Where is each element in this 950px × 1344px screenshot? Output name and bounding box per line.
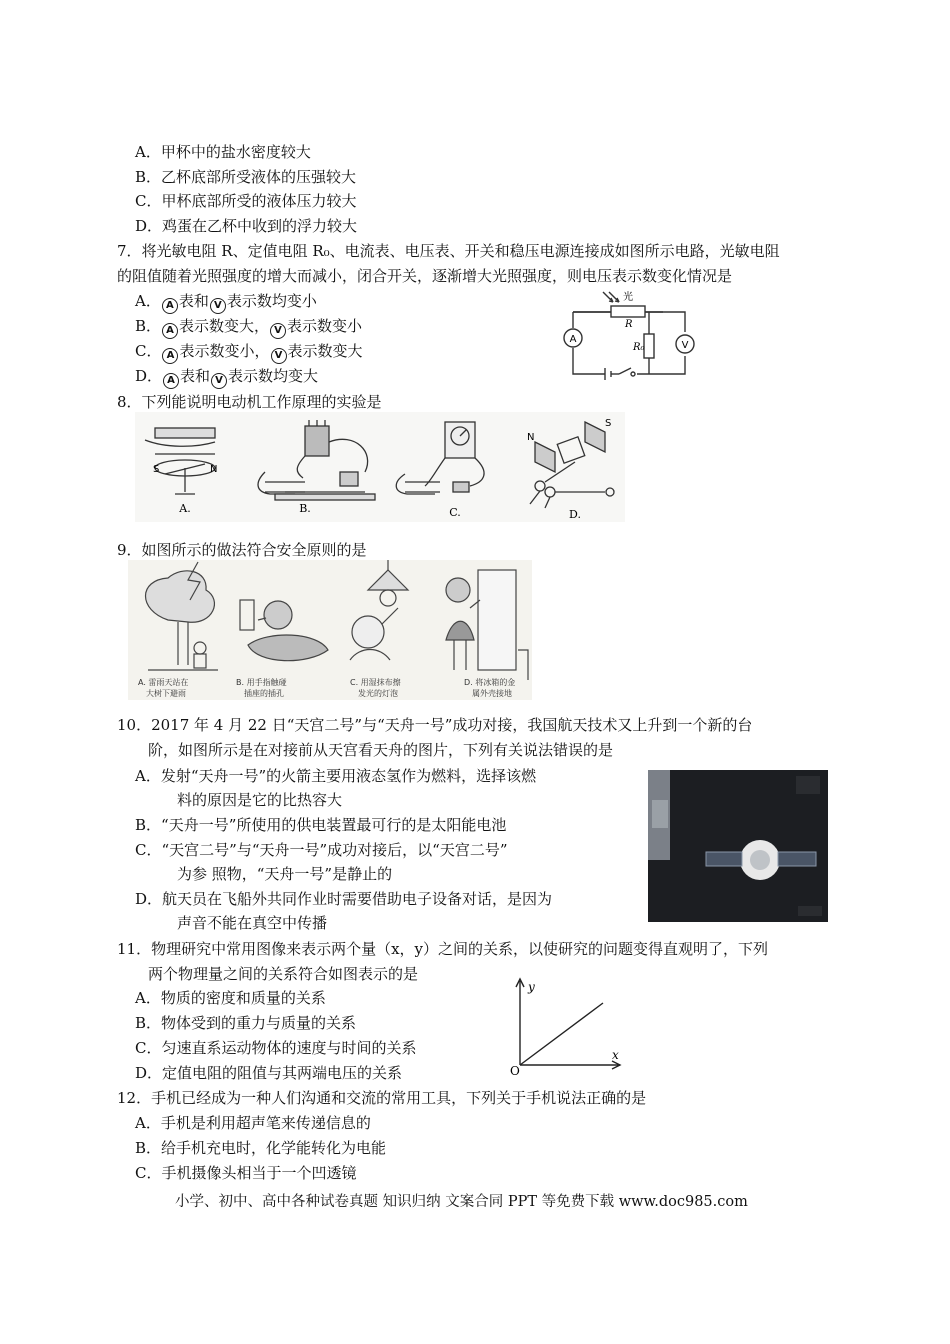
fig-label-a: A.: [179, 502, 191, 515]
fig-d-s: S: [605, 418, 612, 429]
q10-option-b: B．“天舟一号”所使用的供电装置最可行的是太阳能电池: [135, 816, 507, 834]
voltmeter-symbol: V: [271, 348, 287, 364]
q7-stem-line1: 7．将光敏电阻 R、定值电阻 R₀、电流表、电压表、开关和稳压电源连接成如图所示电路，光敏电阻: [117, 242, 780, 260]
light-label: 光: [623, 292, 633, 303]
q9-caption-c-1: C. 用湿抹布擦: [350, 678, 401, 687]
fig-label-d: D.: [569, 508, 581, 521]
safety-practices-figure: [128, 560, 532, 700]
fig-a-s: S: [153, 464, 160, 475]
q12-option-a: A．手机是利用超声笔来传递信息的: [135, 1114, 371, 1132]
q7-option-c: C． A 表示数变小， V 表示数变大: [135, 341, 363, 364]
q9-caption-d-2: 属外壳接地: [472, 689, 512, 698]
voltmeter-symbol: V: [210, 298, 226, 314]
spacecraft-photo: [648, 770, 828, 922]
q12-option-b: B．给手机充电时，化学能转化为电能: [135, 1139, 387, 1157]
q7-option-d: D． A 表和 V 表示数均变大: [135, 366, 318, 389]
fig-label-b: B.: [299, 502, 311, 515]
q12-stem: 12．手机已经成为一种人们沟通和交流的常用工具，下列关于手机说法正确的是: [117, 1089, 647, 1107]
q10-stem-line1: 10．2017 年 4 月 22 日“天宫二号”与“天舟一号”成功对接，我国航天技术又上升到一个新的台: [117, 716, 753, 734]
q9-caption-b-1: B. 用手指触碰: [236, 678, 287, 687]
voltmeter-label: V: [681, 340, 689, 351]
fig-label-c: C.: [449, 506, 461, 519]
q11-stem-line1: 11．物理研究中常用图像来表示两个量（x，y）之间的关系，以使研究的问题变得直观明了，下列: [117, 940, 769, 958]
r0-label: R₀: [633, 342, 645, 353]
linear-graph: [508, 975, 628, 1075]
q7-option-b: B． A 表示数变大， V 表示数变小: [135, 316, 362, 339]
ammeter-label: A: [569, 334, 577, 345]
page-footer: 小学、初中、高中各种试卷真题 知识归纳 文案合同 PPT 等免费下载 www.doc985.com: [175, 1194, 748, 1210]
q10-stem-line2: 阶，如图所示是在对接前从天宫看天舟的图片，下列有关说法错误的是: [148, 741, 614, 759]
graph-y-label: y: [528, 980, 535, 994]
q8-stem: 8．下列能说明电动机工作原理的实验是: [117, 393, 382, 411]
ammeter-symbol: A: [162, 323, 178, 339]
q10-option-a-2: 料的原因是它的比热容大: [177, 791, 343, 809]
q7-option-a: A． A 表和 V 表示数均变小: [135, 291, 317, 314]
q6-option-c: C．甲杯底部所受的液体压力较大: [135, 192, 357, 210]
proportional-line: [520, 1003, 603, 1065]
q10-option-d-2: 声音不能在真空中传播: [177, 914, 328, 932]
ammeter-symbol: A: [163, 373, 179, 389]
q9-caption-a-2: 大树下避雨: [146, 689, 186, 698]
q7-stem-line2: 的阻值随着光照强度的增大而减小，闭合开关，逐渐增大光照强度，则电压表示数变化情况是: [117, 267, 733, 285]
ammeter-symbol: A: [162, 298, 178, 314]
ammeter-symbol: A: [162, 348, 178, 364]
motor-experiments-figure: [135, 412, 625, 522]
q10-option-a-1: A．发射“天舟一号”的火箭主要用液态氢作为燃料，选择该燃: [135, 767, 537, 785]
r-label: R: [625, 319, 633, 330]
q11-option-b: B．物体受到的重力与质量的关系: [135, 1014, 357, 1032]
voltmeter-symbol: V: [211, 373, 227, 389]
q6-option-b: B．乙杯底部所受液体的压强较大: [135, 168, 357, 186]
voltmeter-symbol: V: [270, 323, 286, 339]
q10-option-c-2: 为参 照物，“天舟一号”是静止的: [177, 865, 393, 883]
q6-option-a: A．甲杯中的盐水密度较大: [135, 143, 311, 161]
q11-option-c: C．匀速直系运动物体的速度与时间的关系: [135, 1039, 417, 1057]
q11-option-a: A．物质的密度和质量的关系: [135, 989, 326, 1007]
q10-option-c-1: C．“天宫二号”与“天舟一号”成功对接后，以“天宫二号”: [135, 841, 508, 859]
fig-d-n: N: [527, 432, 535, 443]
q6-option-d: D．鸡蛋在乙杯中收到的浮力较大: [135, 217, 358, 235]
q11-stem-line2: 两个物理量之间的关系符合如图表示的是: [148, 965, 419, 983]
q12-option-c: C．手机摄像头相当于一个凹透镜: [135, 1164, 357, 1182]
q9-caption-d-1: D. 将冰箱的金: [464, 678, 516, 687]
graph-x-label: x: [612, 1048, 619, 1062]
fig-a-n: N: [210, 464, 218, 475]
q11-option-d: D．定值电阻的阻值与其两端电压的关系: [135, 1064, 403, 1082]
q9-caption-c-2: 发光的灯泡: [358, 689, 398, 698]
circuit-diagram: [545, 290, 700, 382]
q9-caption-a-1: A. 雷雨天站在: [138, 678, 189, 687]
q9-stem: 9．如图所示的做法符合安全原则的是: [117, 541, 367, 559]
q9-caption-b-2: 插座的插孔: [244, 689, 284, 698]
q10-option-d-1: D．航天员在飞船外共同作业时需要借助电子设备对话，是因为: [135, 890, 553, 908]
graph-origin-label: O: [510, 1064, 520, 1075]
